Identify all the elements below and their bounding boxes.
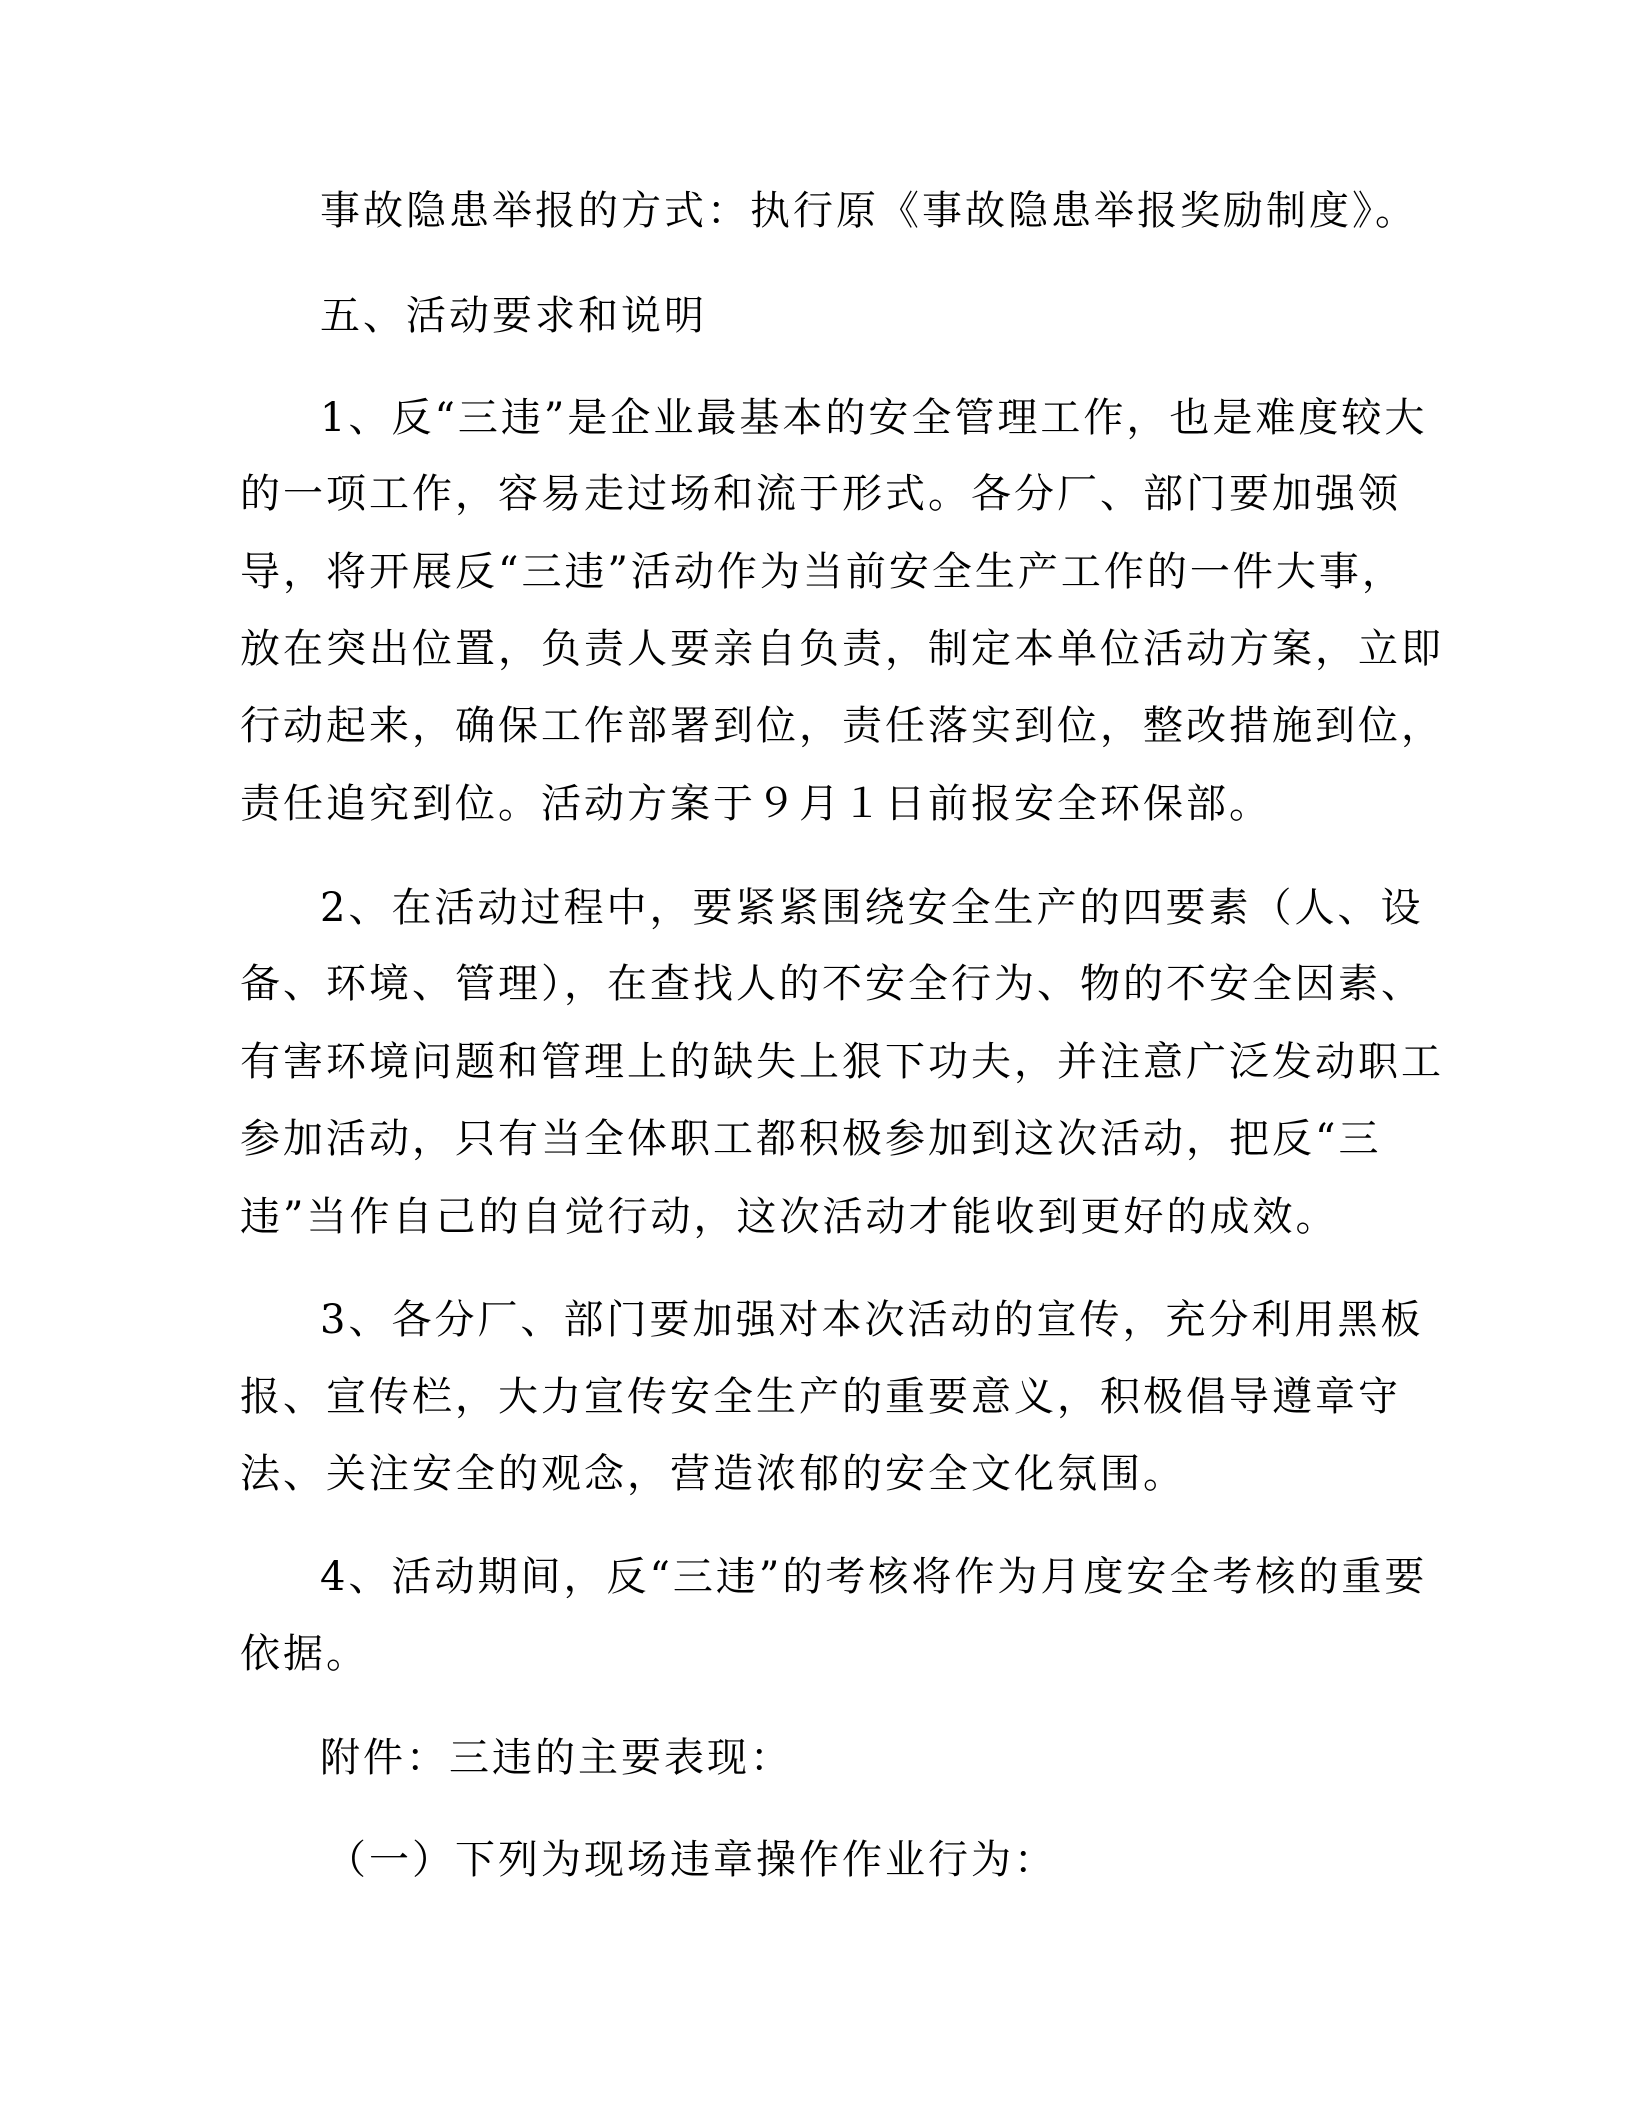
paragraph-2-line-2: 备、环境、管理），在查找人的不安全行为、物的不安全因素、 [240, 961, 1424, 1007]
paragraph-1-line-6: 责任追究到位。活动方案于９月１日前报安全环保部。 [240, 781, 1272, 827]
paragraph-1-line-5: 行动起来，确保工作部署到位，责任落实到位，整改措施到位， [240, 703, 1444, 749]
paragraph-3-line-3: 法、关注安全的观念，营造浓郁的安全文化氛围。 [240, 1451, 1186, 1497]
paragraph-4-line-1: 4、活动期间，反“三违”的考核将作为月度安全考核的重要 [320, 1554, 1428, 1600]
paragraph-3-line-2: 报、宣传栏，大力宣传安全生产的重要意义，积极倡导遵章守 [240, 1374, 1401, 1420]
paragraph-4-line-2: 依据。 [240, 1631, 369, 1677]
section-heading-requirements: 五、活动要求和说明 [320, 293, 707, 339]
paragraph-report-method: 事故隐患举报的方式：执行原《事故隐患举报奖励制度》。 [320, 188, 1418, 234]
attachment-heading: 附件：三违的主要表现： [320, 1735, 793, 1781]
paragraph-2-line-5: 违”当作自己的自觉行动，这次活动才能收到更好的成效。 [240, 1194, 1339, 1240]
paragraph-1-line-4: 放在突出位置，负责人要亲自负责，制定本单位活动方案，立即 [240, 626, 1444, 672]
paragraph-1-line-2: 的一项工作，容易走过场和流于形式。各分厂、部门要加强领 [240, 471, 1401, 517]
paragraph-2-line-3: 有害环境问题和管理上的缺失上狠下功夫，并注意广泛发动职工 [240, 1039, 1444, 1085]
paragraph-1-line-3: 导，将开展反“三违”活动作为当前安全生产工作的一件大事， [240, 549, 1405, 595]
paragraph-2-line-1: 2、在活动过程中，要紧紧围绕安全生产的四要素（人、设 [320, 885, 1424, 931]
attachment-subheading: （一）下列为现场违章操作作业行为： [326, 1837, 1057, 1883]
paragraph-2-line-4: 参加活动，只有当全体职工都积极参加到这次活动，把反“三 [240, 1116, 1382, 1162]
paragraph-1-line-1: 1、反“三违”是企业最基本的安全管理工作，也是难度较大 [320, 395, 1428, 441]
paragraph-3-line-1: 3、各分厂、部门要加强对本次活动的宣传，充分利用黑板 [320, 1297, 1424, 1343]
